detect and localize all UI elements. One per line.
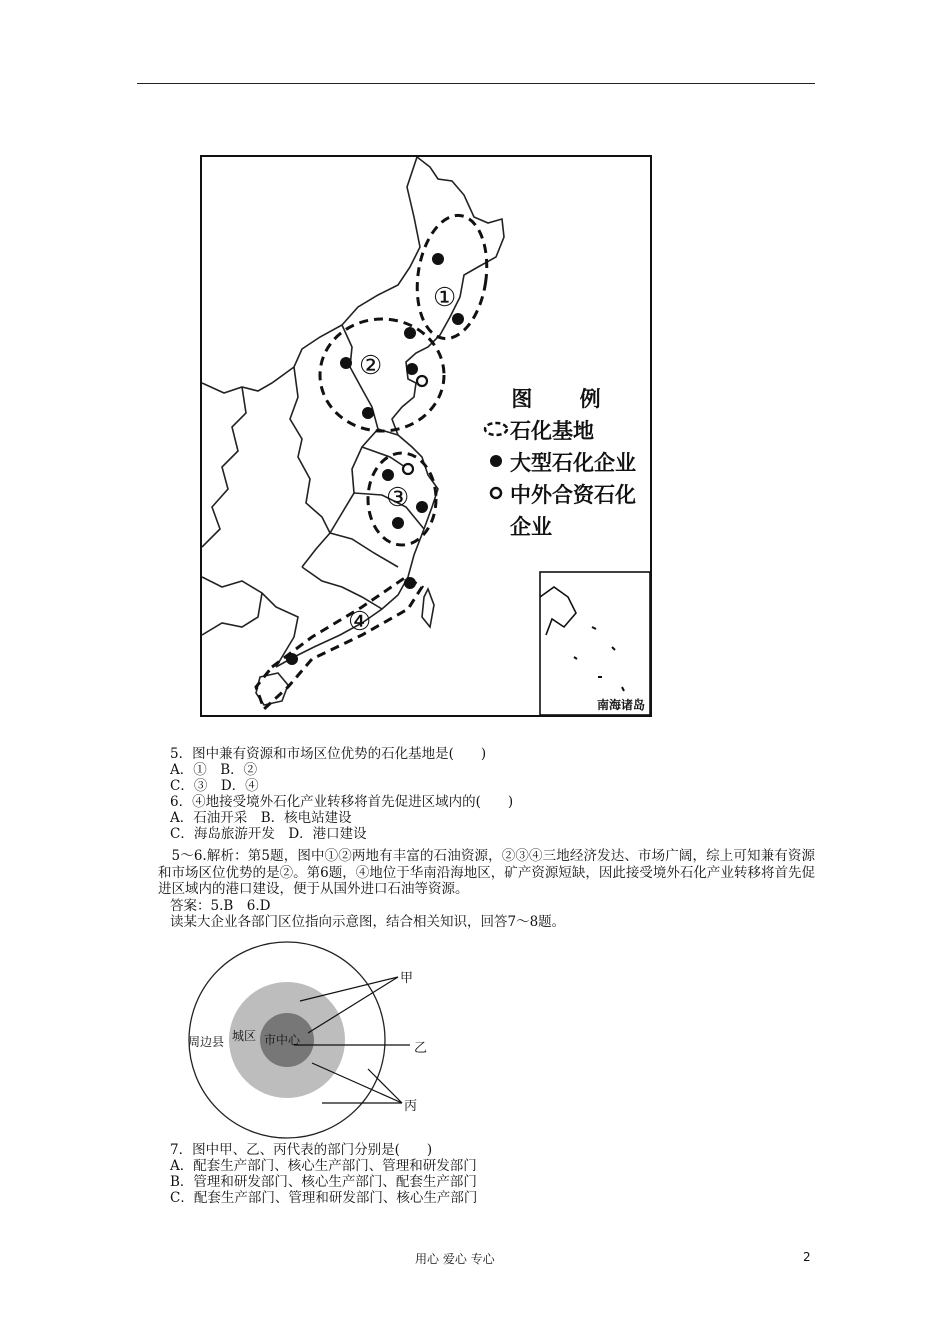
q6-text: 6．④地接受境外石化产业转移将首先促进区域内的( ): [170, 794, 514, 810]
map-legend: [482, 383, 636, 543]
enterprise-dot: [416, 501, 428, 513]
base-1-outline: [410, 211, 495, 343]
question-7: [170, 1142, 815, 1206]
inset-islands: [574, 627, 624, 691]
footer-motto: 用心 爱心 专心: [415, 1252, 495, 1266]
page-number: 2: [803, 1250, 811, 1264]
petrochemical-map: [200, 155, 652, 717]
answer-text: 答案：5.B 6.D: [170, 898, 271, 914]
label-bing: 丙: [404, 1099, 418, 1114]
marker-2: ②: [359, 351, 383, 381]
legend-row: [482, 447, 636, 479]
legend-label: 企业: [510, 514, 552, 539]
q5-options-cd: C．③ D．④: [170, 778, 259, 794]
header-rule: [137, 83, 815, 84]
province-lines-3: [202, 387, 246, 547]
label-yi: 乙: [414, 1041, 428, 1056]
intro-7-8: 读某大企业各部门区位指向示意图，结合相关知识，回答7～8题。: [170, 914, 566, 930]
enterprise-dot: [406, 363, 418, 375]
legend-row: [482, 479, 636, 511]
inner-boundary: [202, 157, 420, 393]
inset-label: 南海诸岛: [596, 698, 645, 712]
inner-label: 市中心: [264, 1033, 301, 1047]
joint-venture-dot: [403, 464, 413, 474]
enterprise-dot: [286, 653, 298, 665]
q5-text: 5．图中兼有资源和市场区位优势的石化基地是( ): [170, 746, 487, 762]
enterprise-dot: [362, 407, 374, 419]
enterprise-dot: [392, 517, 404, 529]
enterprise-dot: [432, 253, 444, 265]
label-jia: 甲: [400, 971, 414, 986]
legend-label: 大型石化企业: [510, 450, 636, 475]
province-lines-2: [290, 367, 330, 567]
enterprise-dot: [382, 469, 394, 481]
marker-4: ④: [348, 607, 372, 637]
province-lines-7: [202, 593, 262, 635]
legend-row: [482, 511, 636, 543]
middle-label: 城区: [232, 1029, 257, 1043]
questions-5-6: [170, 746, 815, 842]
legend-label: 石化基地: [510, 418, 594, 443]
outer-label: 周边县: [188, 1035, 225, 1049]
filled-dot-icon: [482, 447, 510, 479]
enterprise-dot: [404, 577, 416, 589]
legend-title: 图 例: [511, 386, 621, 411]
inset-box: [540, 572, 650, 715]
q7-option-c: C．配套生产部门、管理和研发部门、核心生产部门: [170, 1190, 478, 1206]
taiwan: [422, 589, 434, 627]
enterprise-dot: [340, 357, 352, 369]
legend-label: 中外合资石化: [510, 482, 636, 507]
q7-option-a: A．配套生产部门、核心生产部门、管理和研发部门: [170, 1158, 477, 1174]
coastline: [276, 157, 504, 667]
inset-coast: [540, 587, 576, 635]
enterprise-dot: [404, 327, 416, 339]
q7-option-b: B．管理和研发部门、核心生产部门、配套生产部门: [170, 1174, 477, 1190]
q7-text: 7．图中甲、乙、丙代表的部门分别是( ): [170, 1142, 433, 1158]
q5-options-ab: A．① B．②: [170, 762, 258, 778]
q6-options-cd: C．海岛旅游开发 D．港口建设: [170, 826, 367, 842]
q6-options-ab: A．石油开采 B．核电站建设: [170, 810, 352, 826]
enterprise-dot: [452, 313, 464, 325]
marker-3: ③: [386, 483, 410, 513]
dashed-oval-icon: [482, 415, 510, 447]
marker-1: ①: [433, 283, 457, 313]
joint-venture-dot: [417, 376, 427, 386]
hollow-dot-icon: [482, 479, 510, 511]
province-lines-5: [302, 533, 398, 609]
location-diagram: [172, 935, 437, 1140]
analysis-text: 5～6.解析：第5题，图中①②两地有丰富的石油资源，②③④三地经济发达、市场广阔，综上可知兼有资源和市场区位优势的是②。第6题，④地位于华南沿海地区，矿产资源短缺，因此接受境外石化产业转移将首先促进区域内的港口建设，便于从国外进口石油等资源。: [158, 848, 815, 897]
legend-row: [482, 415, 636, 447]
